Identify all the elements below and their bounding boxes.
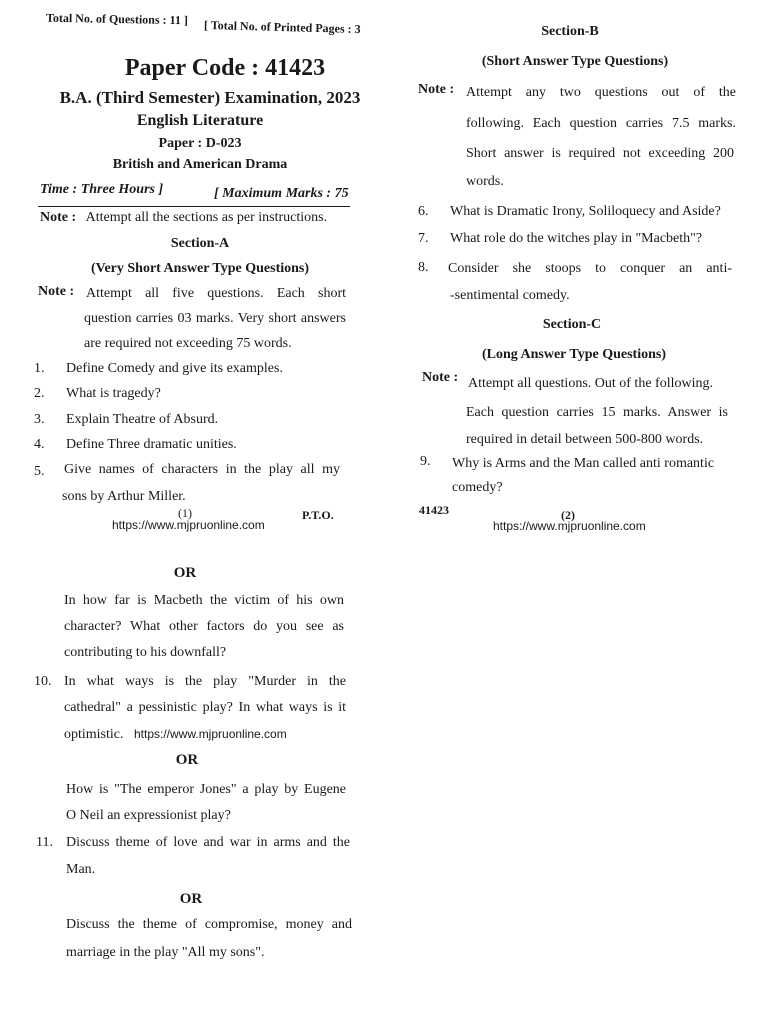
question-text: In how far is Macbeth the victim of his own — [64, 593, 344, 608]
question-number: 2. — [34, 386, 45, 401]
page-number: (1) — [178, 506, 192, 520]
question-text: Discuss theme of love and war in arms and the — [66, 835, 350, 850]
question-number: 1. — [34, 361, 45, 376]
time-label: Time : Three Hours ] — [40, 182, 164, 197]
footer-url[interactable]: https://www.mjpruonline.com — [112, 518, 265, 532]
paper-title: British and American Drama — [112, 157, 288, 172]
footer-url[interactable]: https://www.mjpruonline.com — [493, 519, 646, 533]
question-text: marriage in the play "All my sons". — [66, 945, 265, 960]
section-a-title: Section-A — [170, 236, 230, 251]
question-text: How is "The emperor Jones" a play by Eugene — [66, 782, 346, 797]
question-text: What role do the witches play in "Macbeth"? — [450, 231, 703, 246]
page-number: (2) — [561, 508, 575, 522]
section-b-note-line: words. — [466, 174, 504, 189]
note-label: Note : — [40, 210, 77, 225]
question-text: cathedral" a pessinistic play? In what ways is it — [64, 700, 346, 715]
question-number: 10. — [34, 674, 52, 689]
question-text: Why is Arms and the Man called anti romantic — [452, 456, 715, 471]
or-label: OR — [173, 565, 197, 581]
question-text: Discuss the theme of compromise, money and — [66, 917, 352, 932]
note-text: Attempt all the sections as per instructions. — [85, 210, 328, 225]
total-pages: [ Total No. of Printed Pages : 3 — [203, 17, 361, 37]
question-text: -sentimental comedy. — [450, 288, 570, 303]
section-c-note-line: required in detail between 500-800 words. — [466, 432, 704, 447]
section-c-subtitle: (Long Answer Type Questions) — [482, 347, 666, 362]
question-text: sons by Arthur Miller. — [62, 489, 186, 504]
question-number: 6. — [418, 204, 429, 219]
header-rule — [38, 206, 350, 207]
section-b-note-label: Note : — [418, 82, 455, 97]
question-text: In what ways is the play "Murder in the — [64, 674, 346, 689]
section-b-note-line: Attempt any two questions out of the — [466, 85, 736, 100]
section-b-title: Section-B — [541, 24, 599, 39]
section-a-note-label: Note : — [38, 284, 75, 299]
paper-code: Paper Code : 41423 — [124, 55, 326, 81]
question-text: Define Comedy and give its examples. — [66, 361, 283, 376]
question-number: 11. — [36, 835, 53, 850]
or-label: OR — [175, 752, 199, 768]
question-text: O Neil an expressionist play? — [66, 808, 231, 823]
exam-title: B.A. (Third Semester) Examination, 2023 — [59, 88, 361, 107]
total-questions: Total No. of Questions : 11 ] — [45, 10, 189, 28]
question-text: Man. — [66, 862, 96, 877]
question-text: What is tragedy? — [66, 386, 161, 401]
question-text: Define Three dramatic unities. — [66, 437, 237, 452]
section-b-note-line: following. Each question carries 7.5 marks. — [466, 116, 736, 131]
section-a-note-line: are required not exceeding 75 words. — [84, 336, 292, 351]
question-number: 9. — [420, 454, 431, 469]
question-text: character? What other factors do you see as — [64, 619, 344, 634]
max-marks: [ Maximum Marks : 75 — [214, 186, 349, 201]
question-number: 3. — [34, 412, 45, 427]
section-a-note-line: question carries 03 marks. Very short answers — [84, 311, 346, 326]
subject: English Literature — [136, 112, 264, 129]
paper-code-footer: 41423 — [419, 503, 449, 517]
question-text: optimistic. — [64, 727, 124, 742]
question-text: Explain Theatre of Absurd. — [66, 412, 219, 427]
pto: P.T.O. — [302, 508, 334, 522]
section-c-note-label: Note : — [422, 370, 459, 385]
question-number: 7. — [418, 231, 429, 246]
question-text: contributing to his downfall? — [64, 645, 227, 660]
section-b-subtitle: (Short Answer Type Questions) — [481, 54, 669, 69]
question-text: Consider she stoops to conquer an anti- — [448, 261, 732, 276]
section-c-note-line: Attempt all questions. Out of the following. — [468, 376, 713, 391]
question-number: 8. — [418, 260, 429, 275]
question-text: What is Dramatic Irony, Soliloquecy and Aside? — [450, 204, 721, 219]
paper-number: Paper : D-023 — [158, 136, 242, 151]
or-label: OR — [179, 891, 203, 907]
question-number: 4. — [34, 437, 45, 452]
section-c-title: Section-C — [542, 317, 602, 332]
section-b-note-line: Short answer is required not exceeding 200 — [466, 146, 734, 161]
section-a-subtitle: (Very Short Answer Type Questions) — [90, 261, 310, 276]
footer-url[interactable]: https://www.mjpruonline.com — [134, 727, 287, 741]
section-a-note-line: Attempt all five questions. Each short — [86, 286, 346, 301]
general-note — [40, 210, 327, 226]
question-text: comedy? — [452, 480, 503, 495]
section-c-note-line: Each question carries 15 marks. Answer is — [466, 405, 728, 420]
question-number: 5. — [34, 464, 45, 479]
question-text: Give names of characters in the play all my — [64, 462, 340, 477]
